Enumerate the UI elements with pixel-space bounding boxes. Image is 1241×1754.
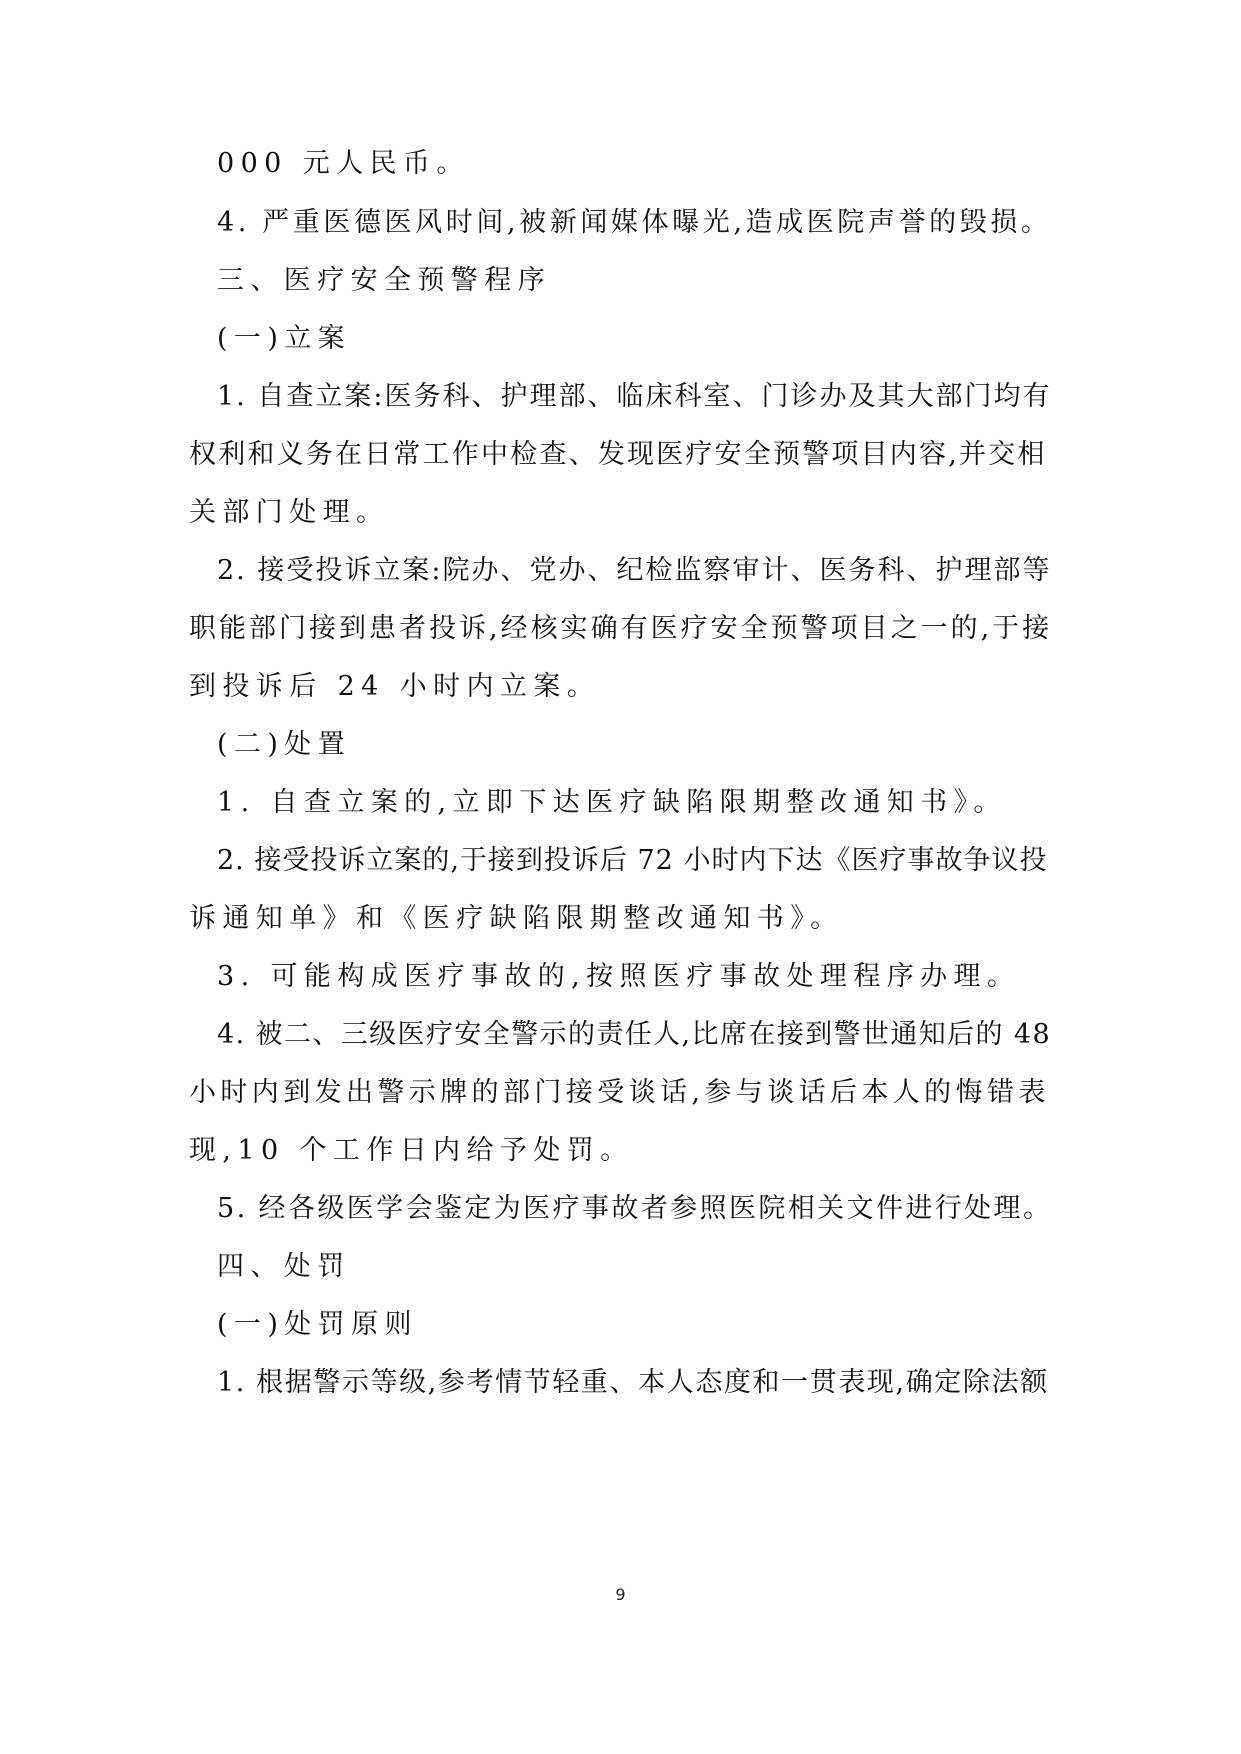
subsection-heading: (一)处罚原则 <box>217 1309 418 1340</box>
text-line: 5. 经各级医学会鉴定为医疗事故者参照医院相关文件进行处理。 <box>217 1193 1053 1224</box>
text-line: 职能部门接到患者投诉,经核实确有医疗安全预警项目之一的,于接 <box>189 613 1053 644</box>
text-line: 4. 被二、三级医疗安全警示的责任人,比席在接到警世通知后的 48 <box>217 1019 1052 1050</box>
text-line: 4. 严重医德医风时间,被新闻媒体曝光,造成医院声誉的毁损。 <box>217 207 1052 238</box>
text-line: 000 元人民币。 <box>217 148 470 179</box>
text-line: 诉通知单》和《医疗缺陷限期整改通知书》。 <box>189 903 844 934</box>
text-line: 现,10 个工作日内给予处罚。 <box>189 1135 634 1166</box>
text-line: 2. 接受投诉立案的,于接到投诉后 72 小时内下达《医疗事故争议投 <box>217 845 1048 876</box>
text-line: 1. 自查立案:医务科、护理部、临床科室、门诊办及其大部门均有 <box>217 381 1052 412</box>
text-line: 1. 根据警示等级,参考情节轻重、本人态度和一贯表现,确定除法额 <box>217 1367 1049 1398</box>
text-line: 小时内到发出警示牌的部门接受谈话,参与谈话后本人的悔错表 <box>189 1077 1050 1108</box>
subsection-heading: (一)立案 <box>217 323 352 354</box>
text-line: 到投诉后 24 小时内立案。 <box>189 671 601 702</box>
text-line: 权利和义务在日常工作中检查、发现医疗安全预警项目内容,并交相 <box>189 439 1047 470</box>
text-line: 关部门处理。 <box>189 497 390 528</box>
section-heading: 三、医疗安全预警程序 <box>217 265 551 296</box>
section-heading: 四、处罚 <box>217 1251 351 1282</box>
subsection-heading: (二)处置 <box>217 729 352 760</box>
page-number: 9 <box>615 1585 626 1604</box>
text-line: 2. 接受投诉立案:院办、党办、纪检监察审计、医务科、护理部等 <box>217 555 1052 586</box>
text-line: 1. 自查立案的,立即下达医疗缺陷限期整改通知书》。 <box>217 787 1007 818</box>
text-line: 3. 可能构成医疗事故的,按照医疗事故处理程序办理。 <box>217 961 1021 992</box>
